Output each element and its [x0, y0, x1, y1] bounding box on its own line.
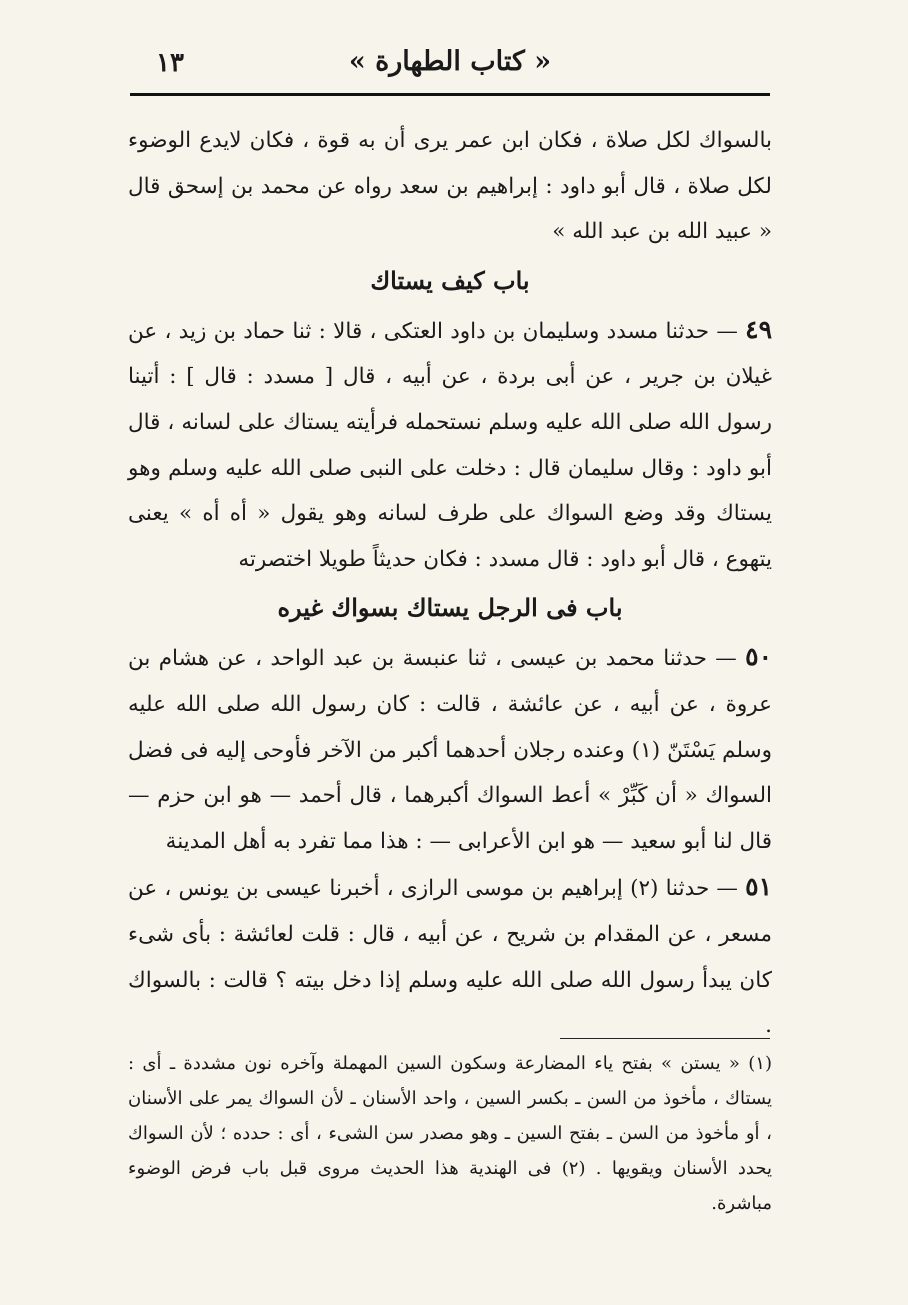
hadith-number: ٥١ [745, 872, 772, 902]
hadith-text: — حدثنا مسدد وسليمان بن داود العتكى ، قالا : ثنا حماد بن زيد ، عن غيلان بن جرير ، عن أبى بردة ، عن أبيه ، قال [ مسدد : قال ] : أتينا رسول الله صلى الله عليه وسلم نستحمله فرأيته يستاك على لسانه ، قال أبو داود : وقال سليمان قال : دخلت على النبى صلى الله عليه وسلم وهو يستاك وقد وضع السواك على طرف لسانه وهو يقول « أه أه » يعنى يتهوع ، قال أبو داود : قال مسدد : فكان حديثاً طويلا اختصرته [128, 318, 772, 572]
footnotes [128, 1046, 772, 1221]
chapter-heading-using-others-siwak: باب فى الرجل يستاك بسواك غيره [277, 593, 623, 623]
header-rule [130, 93, 770, 96]
hadith-51 [128, 864, 772, 1048]
main-text [128, 118, 772, 1049]
intro-paragraph: بالسواك لكل صلاة ، فكان ابن عمر يرى أن به قوة ، فكان لايدع الوضوء لكل صلاة ، قال أبو داود : إبراهيم بن سعد رواه عن محمد بن إسحق قال « عبيد الله بن عبد الله » [128, 128, 772, 245]
footnote-rule [560, 1038, 770, 1039]
footnote-text: (١) « يستن » بفتح ياء المضارعة وسكون السين المهملة وآخره نون مشددة ـ أى : يستاك ، مأخوذ من السن ـ بكسر السين ، واحد الأسنان ـ لأن السواك يمر على الأسنان ، أو مأخوذ من السن ـ بفتح السين ـ وهو مصدر سن الشىء ، أى : حدده ؛ لأن السواك يحدد الأسنان ويقويها . (٢) فى الهندية هذا الحديث مروى قبل باب فرض الوضوء مباشرة. [128, 1053, 773, 1214]
hadith-49 [128, 307, 772, 583]
hadith-text: — حدثنا (٢) إبراهيم بن موسى الرازى ، أخبرنا عيسى بن يونس ، عن مسعر ، عن المقدام بن شريح ، عن أبيه ، قال : قلت لعائشة : بأى شىء كان يبدأ رسول الله صلى الله عليه وسلم إذا دخل بيته ؟ قالت : بالسواك . [128, 876, 772, 1039]
hadith-50 [128, 634, 772, 864]
page-number: ١٣ [156, 48, 184, 78]
running-title: « كتاب الطهارة » [348, 46, 552, 77]
chapter-heading-how-to-use-siwak: باب كيف يستاك [370, 265, 530, 295]
hadith-number: ٥٠ [745, 642, 773, 672]
page-header [130, 46, 770, 90]
hadith-text: — حدثنا محمد بن عيسى ، ثنا عنبسة بن عبد الواحد ، عن هشام بن عروة ، عن أبيه ، عن عائشة ، قالت : كان رسول الله صلى الله عليه وسلم يَسْتَنّ (١) وعنده رجلان أحدهما أكبر من الآخر فأوحى إليه فى فضل السواك « أن كَبِّرْ » أعط السواك أكبرهما ، قال أحمد — هو ابن حزم — قال لنا أبو سعيد — هو ابن الأعرابى — : هذا مما تفرد به أهل المدينة [128, 646, 772, 854]
hadith-number: ٤٩ [745, 314, 772, 344]
